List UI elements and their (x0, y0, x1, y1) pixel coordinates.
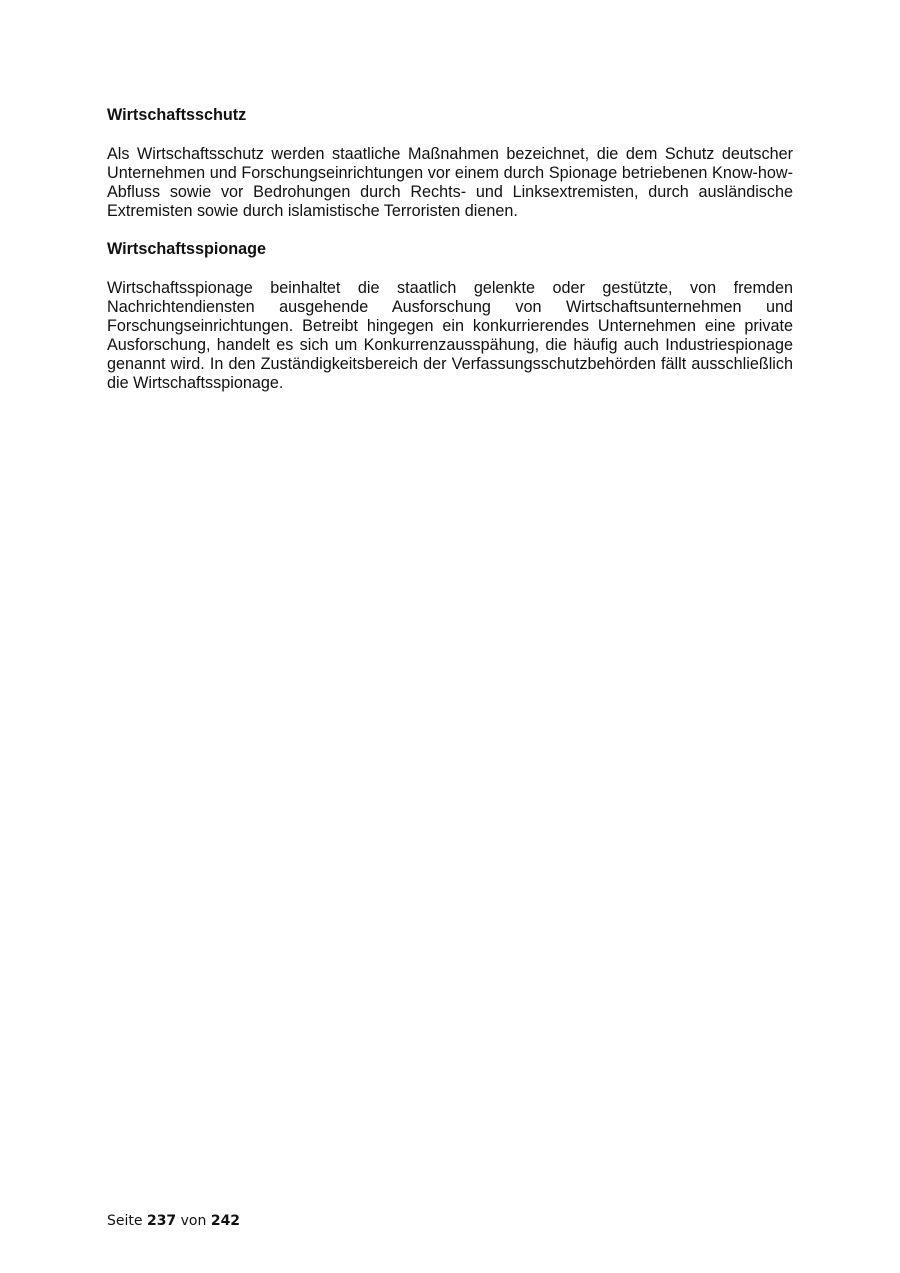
section-wirtschaftsschutz (107, 106, 793, 221)
footer-current-page: 237 (146, 1213, 177, 1229)
section-heading: Wirtschaftsspionage (107, 240, 267, 258)
footer-prefix: Seite (107, 1213, 143, 1229)
footer-total-pages: 242 (210, 1213, 241, 1229)
page-content (107, 106, 793, 393)
footer-separator: von (180, 1213, 207, 1229)
section-paragraph: Als Wirtschaftsschutz werden staatliche Maßnahmen bezeichnet, die dem Schutz deutscher Unternehmen und Forschungseinrichtungen vor einem durch Spionage betriebenen Know-how-Abfluss sowie vor Bedrohungen durch Rechts- und Linksextremisten, durch ausländische Extremisten sowie durch islamistische Terroristen dienen. (107, 145, 793, 220)
section-paragraph: Wirtschaftsspionage beinhaltet die staatlich gelenkte oder gestützte, von fremden Nachrichtendiensten ausgehende Ausforschung von Wirtschaftsunternehmen und Forschungseinrichtungen. Betreibt hingegen ein konkurrierendes Unternehmen eine private Ausforschung, handelt es sich um Konkurrenzausspähung, die häufig auch Industriespionage genannt wird. In den Zuständigkeitsbereich der Verfassungsschutzbehörden fällt ausschließlich die Wirtschaftsspionage. (107, 279, 793, 392)
page-footer (107, 1212, 240, 1230)
section-wirtschaftsspionage (107, 240, 793, 393)
section-heading: Wirtschaftsschutz (107, 106, 247, 124)
